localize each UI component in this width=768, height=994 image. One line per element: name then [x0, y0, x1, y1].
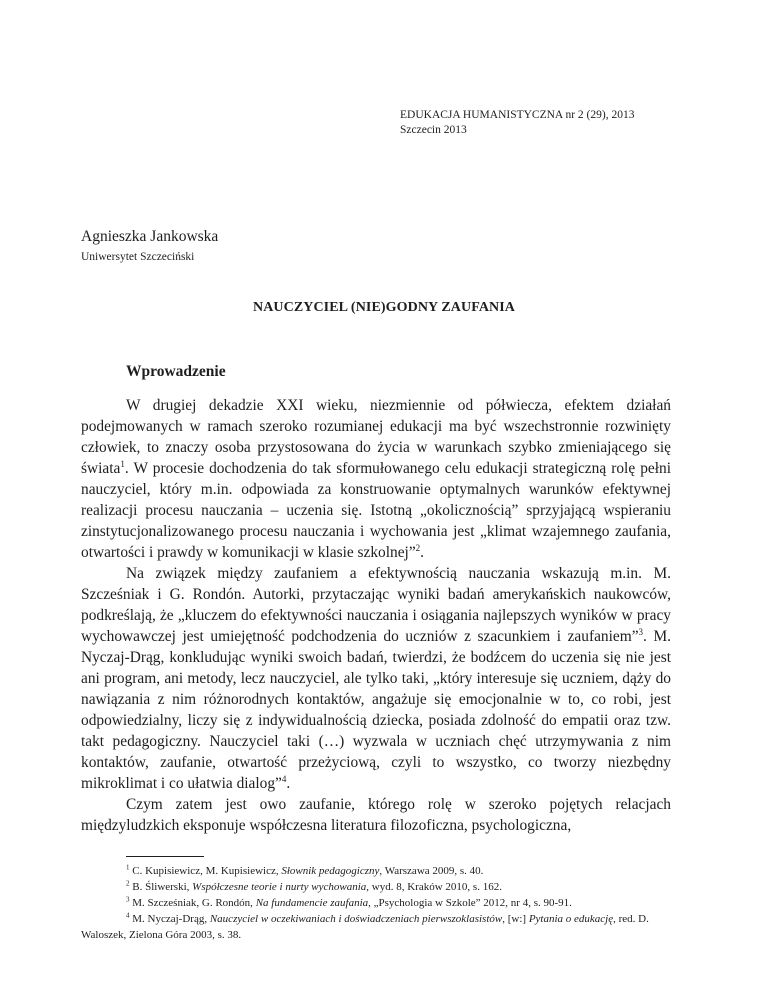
journal-header	[400, 108, 634, 138]
footnote-text: , Warszawa 2009, s. 40.	[379, 865, 484, 877]
footnote-title: Słownik pedagogiczny	[281, 865, 380, 877]
footnote-title: Pytania o edukację	[528, 913, 614, 925]
footnote-1	[81, 863, 671, 879]
footnote-number: 2	[126, 879, 130, 888]
footnote-text: C. Kupisiewicz, M. Kupisiewicz,	[132, 865, 282, 877]
journal-issue-line: EDUKACJA HUMANISTYCZNA nr 2 (29), 2013	[400, 109, 635, 121]
footnote-text: M. Szcześniak, G. Rondón,	[132, 897, 256, 909]
footnote-number: 3	[126, 895, 130, 904]
paragraph-1-text-a: W drugiej dekadzie XXI wieku, niezmiennie od półwiecza, efektem działań podejmowanych w ramach szeroko rozumianej edukacji ma być wszechstronnie rozwinięty człowiek, to znaczy osoba przystosowana do życia w warunkach szybko zmieniającego się świata	[81, 397, 671, 477]
footnote-text: , red. D. Waloszek, Zielona Góra 2003, s. 38.	[81, 913, 649, 941]
footnote-title: Na fundamencie zaufania	[255, 897, 369, 909]
article-body	[81, 395, 671, 836]
footnote-ref-3[interactable]: 3	[638, 626, 644, 637]
footnote-ref-4[interactable]: 4	[281, 773, 287, 784]
journal-place-line: Szczecin 2013	[400, 124, 467, 136]
footnote-number: 1	[126, 863, 130, 872]
footnote-3	[81, 895, 671, 911]
footnote-ref-1[interactable]: 1	[120, 458, 125, 469]
paragraph-2-text-c: .	[286, 775, 291, 792]
footnote-title: Współczesne teorie i nurty wychowania	[192, 881, 367, 893]
footnote-ref-2[interactable]: 2	[415, 542, 421, 553]
footnote-2	[81, 879, 671, 895]
footnote-text: M. Nyczaj-Drąg,	[132, 913, 210, 925]
paragraph-1-text-c: .	[420, 544, 425, 561]
footnote-text: , wyd. 8, Kraków 2010, s. 162.	[366, 881, 502, 893]
footnotes	[81, 863, 671, 943]
footnote-title: Nauczyciel w oczekiwaniach i doświadczeniach pierwszoklasistów	[209, 913, 503, 925]
paragraph-2-text-a: Na związek między zaufaniem a efektywnością nauczania wskazują m.in. M. Szcześniak i G. Rondón. Autorki, przytaczając wyniki badań amerykańskich naukowców, podkreślają, że „kluczem do efektywności nauczania i osiągania najlepszych wyników w pracy wychowawczej jest umiejętność podchodzenia do uczniów z szacunkiem i zaufaniem”	[81, 565, 671, 645]
article-title: NAUCZYCIEL (NIE)GODNY ZAUFANIA	[252, 300, 515, 315]
author-name: Agnieszka Jankowska	[81, 228, 219, 245]
paragraph-2	[81, 563, 671, 794]
paragraph-1	[81, 395, 671, 563]
author-affiliation: Uniwersytet Szczeciński	[81, 251, 195, 263]
footnote-number: 4	[126, 911, 130, 920]
footnote-separator	[126, 856, 204, 857]
paragraph-3: Czym zatem jest owo zaufanie, którego rolę w szeroko pojętych relacjach międzyludzkich eksponuje współczesna literatura filozoficzna, psychologiczna,	[81, 796, 671, 834]
section-heading: Wprowadzenie	[126, 363, 226, 380]
paragraph-2-text-b: . M. Nyczaj-Drąg, konkludując wyniki swoich badań, twierdzi, że bodźcem do uczenia się nie jest ani program, ani metody, lecz nauczyciel, ale tylko taki, „który interesuje się uczniem, dąży do nawiązania z nim różnorodnych kontaktów, angażuje się emocjonalnie w to, co robi, jest odpowiedzialny, liczy się z indywidualnością dziecka, posiada zdolność do empatii oraz tzw. takt pedagogiczny. Nauczyciel taki (…) wyzwala w uczniach chęć utrzymywania z nim kontaktów, zaufanie, otwartość przeżyciową, czyli to wszystko, co tworzy niezbędny mikroklimat i co ułatwia dialog”	[81, 628, 671, 792]
footnote-4	[81, 911, 671, 943]
footnote-text: , [w:]	[502, 913, 529, 925]
footnote-text: , „Psychologia w Szkole” 2012, nr 4, s. 90-91.	[368, 897, 572, 909]
footnote-text: B. Śliwerski,	[132, 881, 193, 893]
paragraph-1-text-b: . W procesie dochodzenia do tak sformułowanego celu edukacji strategiczną rolę pełni nauczyciel, który m.in. odpowiada za konstruowanie optymalnych warunków efektywnej realizacji procesu nauczania – uczenia się. Istotną „okolicznością” sprzyjającą wspieraniu zinstytucjonalizowanego procesu nauczania i wychowania jest „klimat wzajemnego zaufania, otwartości i prawdy w komunikacji w klasie szkolnej”	[81, 460, 671, 561]
